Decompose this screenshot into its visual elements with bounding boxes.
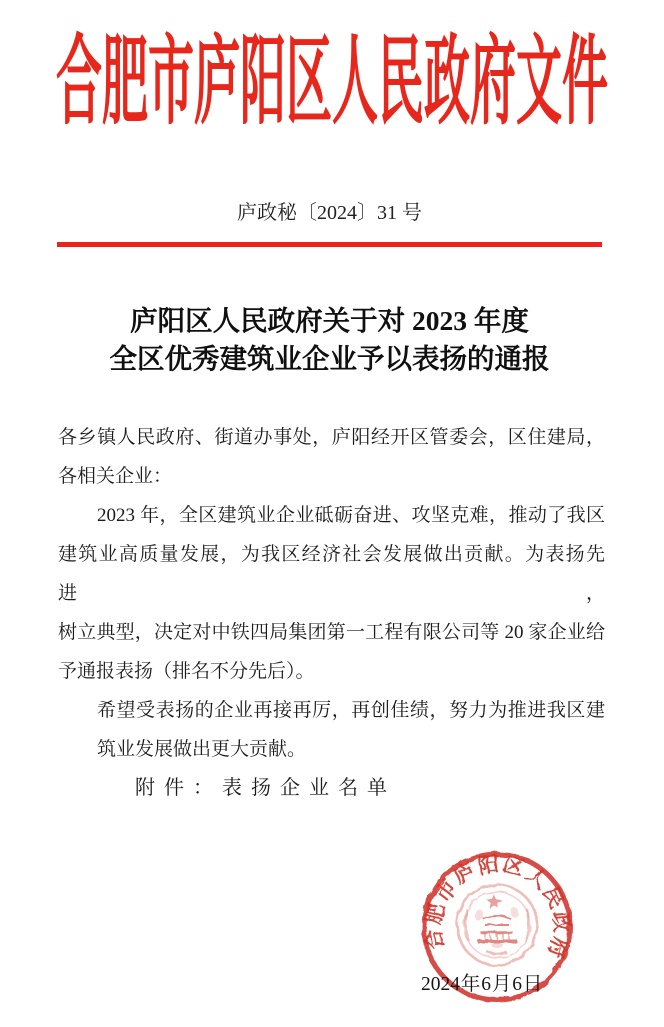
body-line: 树立典型，决定对中铁四局集团第一工程有限公司等 20 家企业给	[58, 622, 605, 643]
seal-text: 合肥市庐阳区人民政府	[422, 853, 573, 963]
body-line: 2023 年，全区建筑业企业砥砺奋进、攻坚克难，推动了我区	[97, 505, 605, 526]
body-line: 希望受表扬的企业再接再厉，再创佳绩，努力为推进我区建	[97, 700, 605, 721]
letterhead-title: 合肥市庐阳区人民政府文件	[56, 27, 609, 137]
body-line: 予通报表扬（排名不分先后）。	[58, 661, 315, 682]
document-number: 庐政秘〔2024〕31 号	[237, 202, 422, 224]
document-date: 2024 年 6 月 6 日	[421, 974, 543, 995]
letterhead	[0, 24, 664, 140]
star-icon	[486, 894, 501, 908]
body-line: 建筑业高质量发展，为我区经济社会发展做出贡献。为表扬先进，	[58, 544, 605, 604]
red-divider-line	[57, 242, 602, 247]
document-title-line1: 庐阳区人民政府关于对 2023 年度	[130, 305, 529, 336]
document-title	[57, 302, 602, 378]
body-line: 各乡镇人民政府、街道办事处，庐阳经开区管委会，区住建局，	[58, 427, 605, 448]
body-line: 筑业发展做出更大贡献。	[97, 739, 307, 760]
attachment-note: 附件：表扬企业名单	[135, 777, 396, 799]
document-title-line2: 全区优秀建筑业企业予以表扬的通报	[109, 343, 550, 374]
body-line: 各相关企业：	[58, 466, 173, 487]
national-emblem-icon	[457, 885, 537, 965]
document-body	[58, 418, 605, 769]
